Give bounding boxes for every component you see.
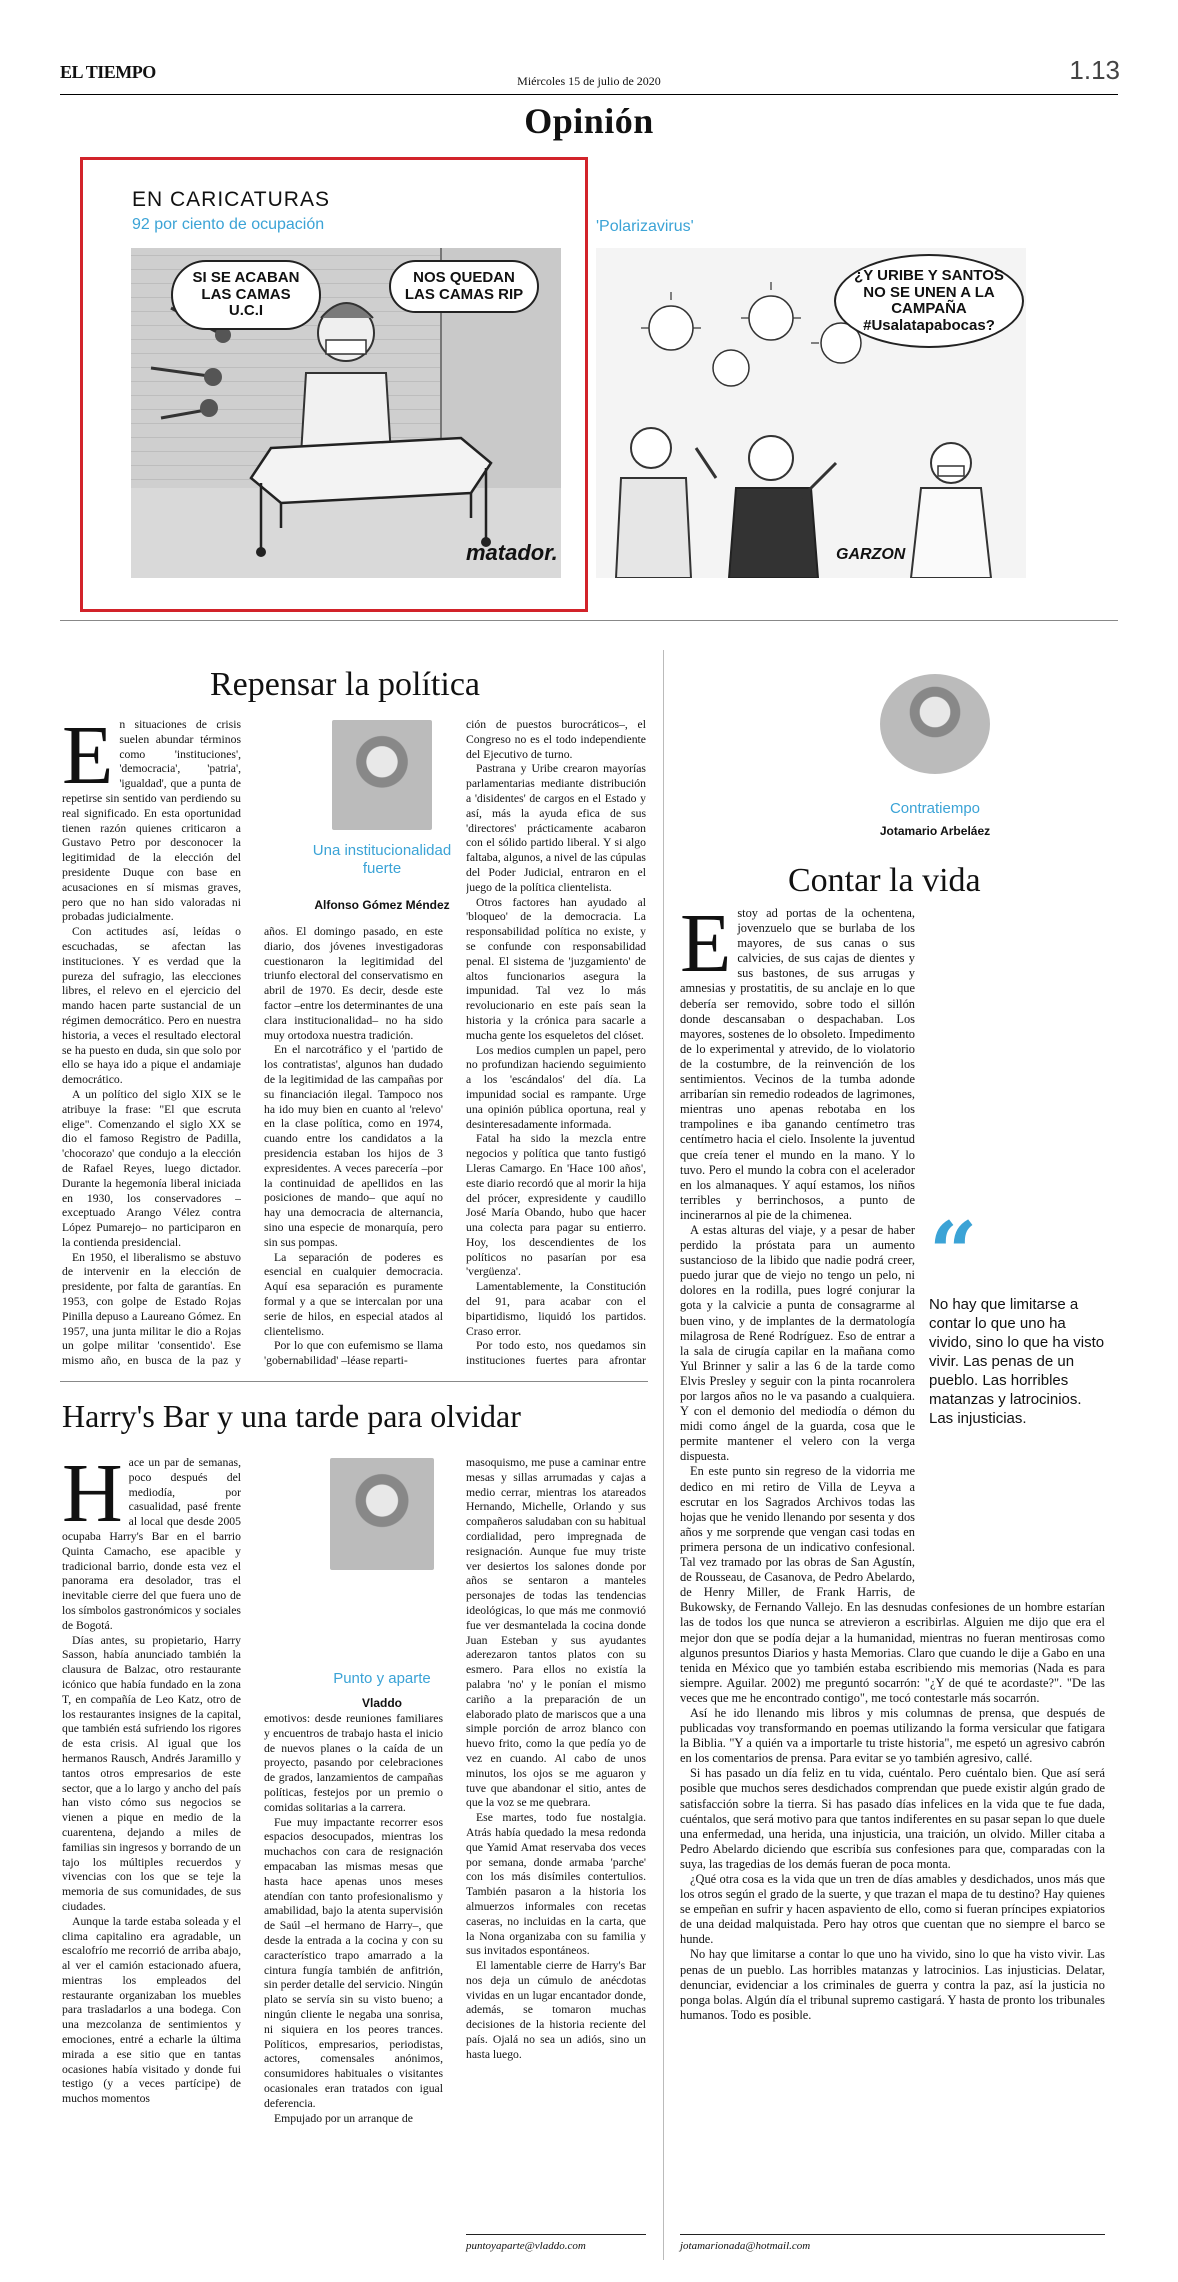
cartoon-left-bubble-1: SI SE ACABAN LAS CAMAS U.C.I [171,260,321,330]
caricature-right-caption: 'Polarizavirus' [596,218,694,235]
page-number: 1.13 [1069,55,1120,85]
article-harrys-col-2: emotivos: desde reuniones familiares y encuentros de trabajo hasta el inicio de nuevos planes o la caída de un proyecto, pasando por celebraciones de grados, lanzamientos de campañas políticas, festejos por un premio o comidas solitarias a la carrera. Fue muy impactante recorrer esos espacios desocupados, mientras los muchachos con cara de resignación empacaban las mismas mesas que hasta hace apenas unos meses atendían con tanto profesionalismo y amabilidad, bajo la atenta supervisión de Saúl –el hermano de Harry–, que desde la entrada a la cocina y con su característico trapo amarrado a la cintura fungía también de anfitrión, sin perder detalle del servicio. Ningún plato se servía sin su visto bueno; a ningún cliente le negaba una sonrisa, ni siquiera en los peores trances. Políticos, empresarios, periodistas, actores, comensales anónimos, consumidores habituales o visitantes ocasionales eran tratados con igual deferencia. Empujado por un arranque de [264,1712,443,2125]
section-divider [60,620,1118,621]
author-email: jotamarionada@hotmail.com [680,2240,811,2252]
cartoon-right-image [596,248,1026,578]
masthead-logo: EL TIEMPO [60,62,156,82]
cartoon-right-bubble: ¿Y URIBE Y SANTOS NO SE UNEN A LA CAMPAÑA #Usalatapabocas? [834,254,1024,348]
article-repensar-col-3: ción de puestos burocráticos–, el Congreso no es el todo independiente del Ejecutivo de turno. Pastrana y Uribe crearon mayorías parlamentarias mediante distribución a 'disidentes' de cargos en el Estado y así, más la ayuda efica de sus 'directores' prácticamente acabaron con el sólido partido liberal. Y si algo faltaba, algunos, a nivel de las cúpulas del Poder Judicial, entraron en el juego de la política clientelista. Otros factores han ayudado al 'bloqueo' de la democracia. La responsabilidad política no existe, y se confunde con responsabilidad penal. El sistema de 'juzgamiento' de altos funcionarios asegura la impunidad. Tal vez lo más revolucionario en este país sean la historia y la crónica para sacarle a mucha gente los esqueletos del clóset. Los medios cumplen un papel, pero no profundizan haciendo seguimiento a los 'escándalos' del día. La impunidad social es rampante. Urge una opinión pública oportuna, real y desinteresadamente informada. Fatal ha sido la mezcla entre negocios y política que tanto fustigó Lleras Camargo. En 'Hace 100 años', este diario recordó que al morir la hija del prócer, expresidente y caudillo José María Obando, hubo que hacer una colecta para pagar su entierro. Hoy, los descendientes de los políticos no pasarían por esa 'vergüenza'. Lamentablemente, la Constitución del 91, para acabar con el bipartidismo, liquidó los partidos. Craso error. Por todo esto, nos quedamos sin instituciones fuertes para afrontar [466,718,646,1368]
author-email: puntoyaparte@vladdo.com [466,2240,586,2252]
article-repensar-col-1: En situaciones de crisis suelen abundar términos como 'instituciones', 'democracia', 'patria', 'igualdad', que a punta de repetirse sin sentido van perdiendo su real significado. En esta oportunidad tienen razón quienes criticaron a Gustavo Petro por desconocer la legitimidad de la elección del presidente Duque con base en acusaciones en sí mismas graves, pero que no han sido valoradas ni probadas judicialmente. Con actitudes así, leídas o escuchadas, se afectan las instituciones. Y es verdad que la pureza del sufragio, las elecciones libres, el relevo en el ejercicio del mando hacen parte sustancial de un régimen democrático. Pero en nuestra historia, a veces el resultado electoral se ha puesto en duda, sin que solo por ello se haya ido a pique el andamiaje democrático. A un político del siglo XIX se le atribuye la frase: "El que escruta elige". Comenzando el siglo XX se dio el famoso Registro de Padilla, 'chocorazo' que condujo a la elección de Rafael Reyes, luego dictador. Durante la hegemonía liberal iniciada en 1930, los conservadores –exceptuado Arango Vélez contra López Pumarejo– no participaron en la contienda presidencial. En 1950, el liberalismo se abstuvo de intervenir en la elección de presidente, por falta de garantías. En 1953, con golpe de Estado Rojas Pinilla depuso a Laureano Gómez. En 1957, una junta militar le dio a Rojas un golpe militar 'consentido'. Ese mismo año, en busca de la paz y [62,718,241,1368]
cartoon-left-signature: matador. [466,540,558,565]
author-photo [880,674,990,774]
article-contar-body: “ No hay que limitarse a contar lo que uno ha vivido, sino lo que ha visto vivir. Las penas de un pueblo. Las horribles matanzas y latrocinios. Las injusticias. Estoy ad portas de la ochentena, jovenzuelo que se burlaba de los mayores, de sus canas o sus calvicies, de sus cajas de dientes y sus bastones, de sus arrugas y amnesias y prostatitis, de su anclaje en lo que debería ser removido, sobre todo el sillón donde descansaban o despachaban. Los mayores, sostenes de lo obsoleto. Impedimento de lo experimental y atrevido, de lo violatorio de la costumbre, de la reinvención de los sentimientos. Vecinos de la tumba adonde arribarían sin remedio rodeados de lagrimones, mientras uno apenas rebotaba en los trampolines e iba ganando centímetro tras centímetro hacia el cielo. Insolente la juventud que creía tener el mundo en la mano. Y lo tuvo. Pero el mundo la cobra con el acelerador en los almanaques. Y aquí estamos, los niños terribles y berrinchosos, a punto de incinerarnos al pie de la chimenea. A estas alturas del viaje, y a pesar de haber perdido la próstata para un aumento sustancioso de la libido que nadie podrá creer, puedo jurar que de viejo no tengo un pelo, ni dolores en la rodilla, pues logré conjurar la gota y la calvicie a punta de consagrarme al buen vino, y de implantes de la dermatología milagrosa de René Rodríguez. Eso de entrar a la sala de cirugía capilar en la mañana como Yul Brinner y salir a las 6 de la tarde como Elvis Presley y seguir con la pinta rocanrolera por largos años no le va pasando a cualquiera. Y con el demonio del mediodía o démon du midi como ángel de la guarda, cosa que le permite mantener el velero con la verga dispuesta. En este punto sin regreso de la vidorria me dedico en mi retiro de Villa de Leyva a escrutar en los Sagrados Archivos todas las hojas que he venido llenando por sesenta y dos años y me sorprende que vengan casi todas en primera persona de un indicativo confesional. Tal vez tramado por las obras de San Agustín, de Rousseau, de Casanova, de Pedro Abelardo, de Henry Miller, de Frank Harris, de Bukowsky, de Fernando Vallejo. En las desnudas confesiones de un hombre estarían las de todos los que nunca se atrevieron a escribirlas. Alguien me dijo que era el mejor don que se podía dejar a la humanidad, mientras no fueran mentirosas como algunos presuntos Diarios y hasta Memorias. Claro que cuando le dije a Gabo en una tenida en México que yo también estaba escribiendo mis memorias (Nada es para siempre. Aguilar. 2002) me preguntó socarrón: "¿Y de qué te acordaste?". "De las veces que me he encontrado contigo", me tocó contestarle más socarrón. Así he ido llenando mis libros y mis columnas de prensa, que después de publicadas voy transformando en poemas utilizando la forma versicular que fatigara la Biblia. "Y a quién va a importarle tu triste historia", me espetó un agresivo cabrón en los comentarios de prensa. Para evitar se yo también agresivo, callé. Si has pasado un día feliz en tu vida, cuéntalo. Pero cuéntalo bien. Que así será posible que muchos seres desdichados comprendan que puede existir algún grado de satisfacción sobre la tierra. Si has pasado días infelices en la vida que te fue dada, cuéntalos, que será motivo para que tantos indiferentes en su pasar sepan lo que duele una enfermedad, una herida, una injusticia, una traición, un olvido. Miller citaba a Pedro Abelardo diciendo que escribía sus confesiones para que, comparadas con la suya, las tragedias de los demás fueran de poca monta. ¿Qué otra cosa es la vida que un tren de días amables y desdichados, unos más que los otros según el grado de la suerte, y que trazan el mapa de tu destino? Hay quienes se empeñan en sufrir y hacen aspaviento de ello, como si fueran príncipes expiatorios de una deidad malquistada. Pero hay otros que cuentan que no siempre el barco se hunde. No hay que limitarse a contar lo que uno ha vivido, sino lo que ha visto vivir. Las penas de un pueblo. Las horribles matanzas y latrocinios. Las injusticias. Delatar, denunciar, evidenciar a los criminales de guerra y contra la paz, así la justicia no ponga bolas. Algún día el tribunal supremo castigará. Y hasta de pronto los tribunales humanos. Todo es posible. [680,906,1105,2252]
author-name: Jotamario Arbeláez [879,824,991,838]
article-harrys-col-3: masoquismo, me puse a caminar entre mesas y sillas arrumadas y cajas a medio cerrar, mientras los atareados Hernando, Michelle, Orlando y sus compañeros saludaban con su habitual cordialidad, pero impregnada de resignación. Aunque fue muy triste ver desiertos los salones donde por años se sentaron a manteles personajes de todas las tendencias ideológicas, lo que más me conmovió fue ver desmantelada la cocina donde Juan Esteban y sus ayudantes aderezaron tantos platos con su esmero. Para ellos no existía la palabra 'no' y le ponían el mismo cariño a la preparación de un elaborado plato de mariscos que a una simple porción de arroz blanco con huevo frito, como la que pedía yo de vez en cuando. Al cabo de unos minutos, los ojos se me aguaron y tuve que abandonar el sitio, antes de que la voz se me quebrara. Ese martes, todo fue nostalgia. Atrás había quedado la mesa redonda que Yamid Amat reservaba dos veces por semana, donde armaba 'parche' con los más disímiles contertulios. También pasaron a la historia los almuerzos informales con recetas caseras, no incluidas en la carta, que la Nona organizaba con su familia y sus invitados espontáneos. El lamentable cierre de Harry's Bar nos deja un cúmulo de anécdotas vividas en un lugar encantador donde, además, se tomaron muchas decisiones de la historia reciente del país. Ojalá no sea un adiós, sino un hasta luego. [466,1456,646,2061]
column-tag: Contratiempo [889,800,981,817]
author-name: Alfonso Gómez Méndez [314,898,450,912]
dropcap: E [680,906,732,990]
caricature-left-caption: 92 por ciento de ocupación [132,216,325,233]
author-name: Vladdo [361,1696,402,1710]
column-tag: Punto y aparte [333,1670,431,1687]
header-date: Miércoles 15 de julio de 2020 [517,74,661,88]
column-separator [663,650,664,2260]
footer-rule [466,2234,646,2235]
column-tag: Una institucionalidad fuerte [312,842,452,877]
article-title-contar-la-vida: Contar la vida [788,862,981,899]
section-title: Opinión [524,101,654,141]
pull-quote [929,1203,1105,1591]
article-title-repensar: Repensar la política [210,666,481,703]
cartoon-left-bubble-2: NOS QUEDAN LAS CAMAS RIP [389,260,539,313]
dropcap: E [62,718,114,802]
article-harrys-col-1: Hace un par de semanas, poco después del mediodía, por casualidad, pasé frente al local que desde 2005 ocupaba Harry's Bar en el barrio Quinta Camacho, ese apacible y tradicional barrio, donde esta vez el panorama era desolador, tras el inevitable cierre del que fuera uno de los símbolos gastronómicos y sociales de Bogotá. Días antes, su propietario, Harry Sasson, había anunciado también la clausura de Balzac, otro restaurante icónico que había fundado en la zona T, en compañía de Leo Katz, otro de los restaurantes insignes de la capital, que también está sufriendo los rigores de esta crisis. Al igual que los hermanos Rausch, Andrés Jaramillo y tantos otros empresarios de este sector, que a lo largo y ancho del país han visto cómo sus negocios se vienen a pique en medio de la cuarentena, dejando a miles de familias sin ingresos y borrando de un tajo los múltiples recuerdos y vivencias con los que se teje la memoria de sus comunidades, de sus ciudades. Aunque la tarde estaba soleada y el clima capitalino era agradable, un escalofrío me recorrió de arriba abajo, al ver el camión estacionado afuera, mientras los empleados del restaurante organizaban los muebles para trasladarlos a una bodega. Con una mezcolanza de sentimientos y emociones, entré a echarle la última mirada a ese sitio que en tantas ocasiones había visitado y donde fui testigo (y a veces partícipe) de muchos momentos [62,1456,241,2106]
pull-quote-text: No hay que limitarse a contar lo que uno ha vivido, sino lo que ha visto vivir. Las penas de un pueblo. Las horribles matanzas y latrocinios. Las injusticias. [929,1296,1105,1427]
article-repensar-col-2: años. El domingo pasado, en este diario, dos jóvenes investigadoras cuestionaron la legitimidad del triunfo electoral del conservatismo en abril de 1970. Es decir, desde este factor –entre los determinantes de una clara institucionalidad– no ha sido muy ortodoxa nuestra tradición. En el narcotráfico y el 'partido de los contratistas', algunos han dudado de la legitimidad de las campañas por su financiación ilegal. Tampoco nos ha ido muy bien en cuanto al 'relevo' en la clase política, como en 1974, cuando entre los candidatos a la presidencia estaban los hijos de 3 expresidentes. A veces parecería –por la continuidad de apellidos en las posiciones de mando– que aquí no hay una democracia de alternancia, sino una especie de monarquía, pero sin sus pompas. La separación de poderes es esencial en cualquier democracia. Aquí esa separación es puramente formal y a que se intercalan por una serie de hilos, en especial atados al clientelismo. Por lo que con eufemismo se llama 'gobernabilidad' –léase reparti- [264,925,443,1368]
cartoon-left-image [131,248,561,578]
caricatures-heading: EN CARICATURAS [132,188,330,211]
footer-rule [680,2234,1105,2235]
cartoon-right-signature: GARZON [836,546,906,563]
author-photo [332,720,432,830]
article-title-harrys-bar: Harry's Bar y una tarde para olvidar [62,1398,521,1434]
header-rule [60,94,1118,95]
author-photo [330,1458,434,1570]
dropcap: H [62,1456,123,1540]
quote-icon: “ [929,1203,978,1302]
article-divider [60,1381,648,1382]
